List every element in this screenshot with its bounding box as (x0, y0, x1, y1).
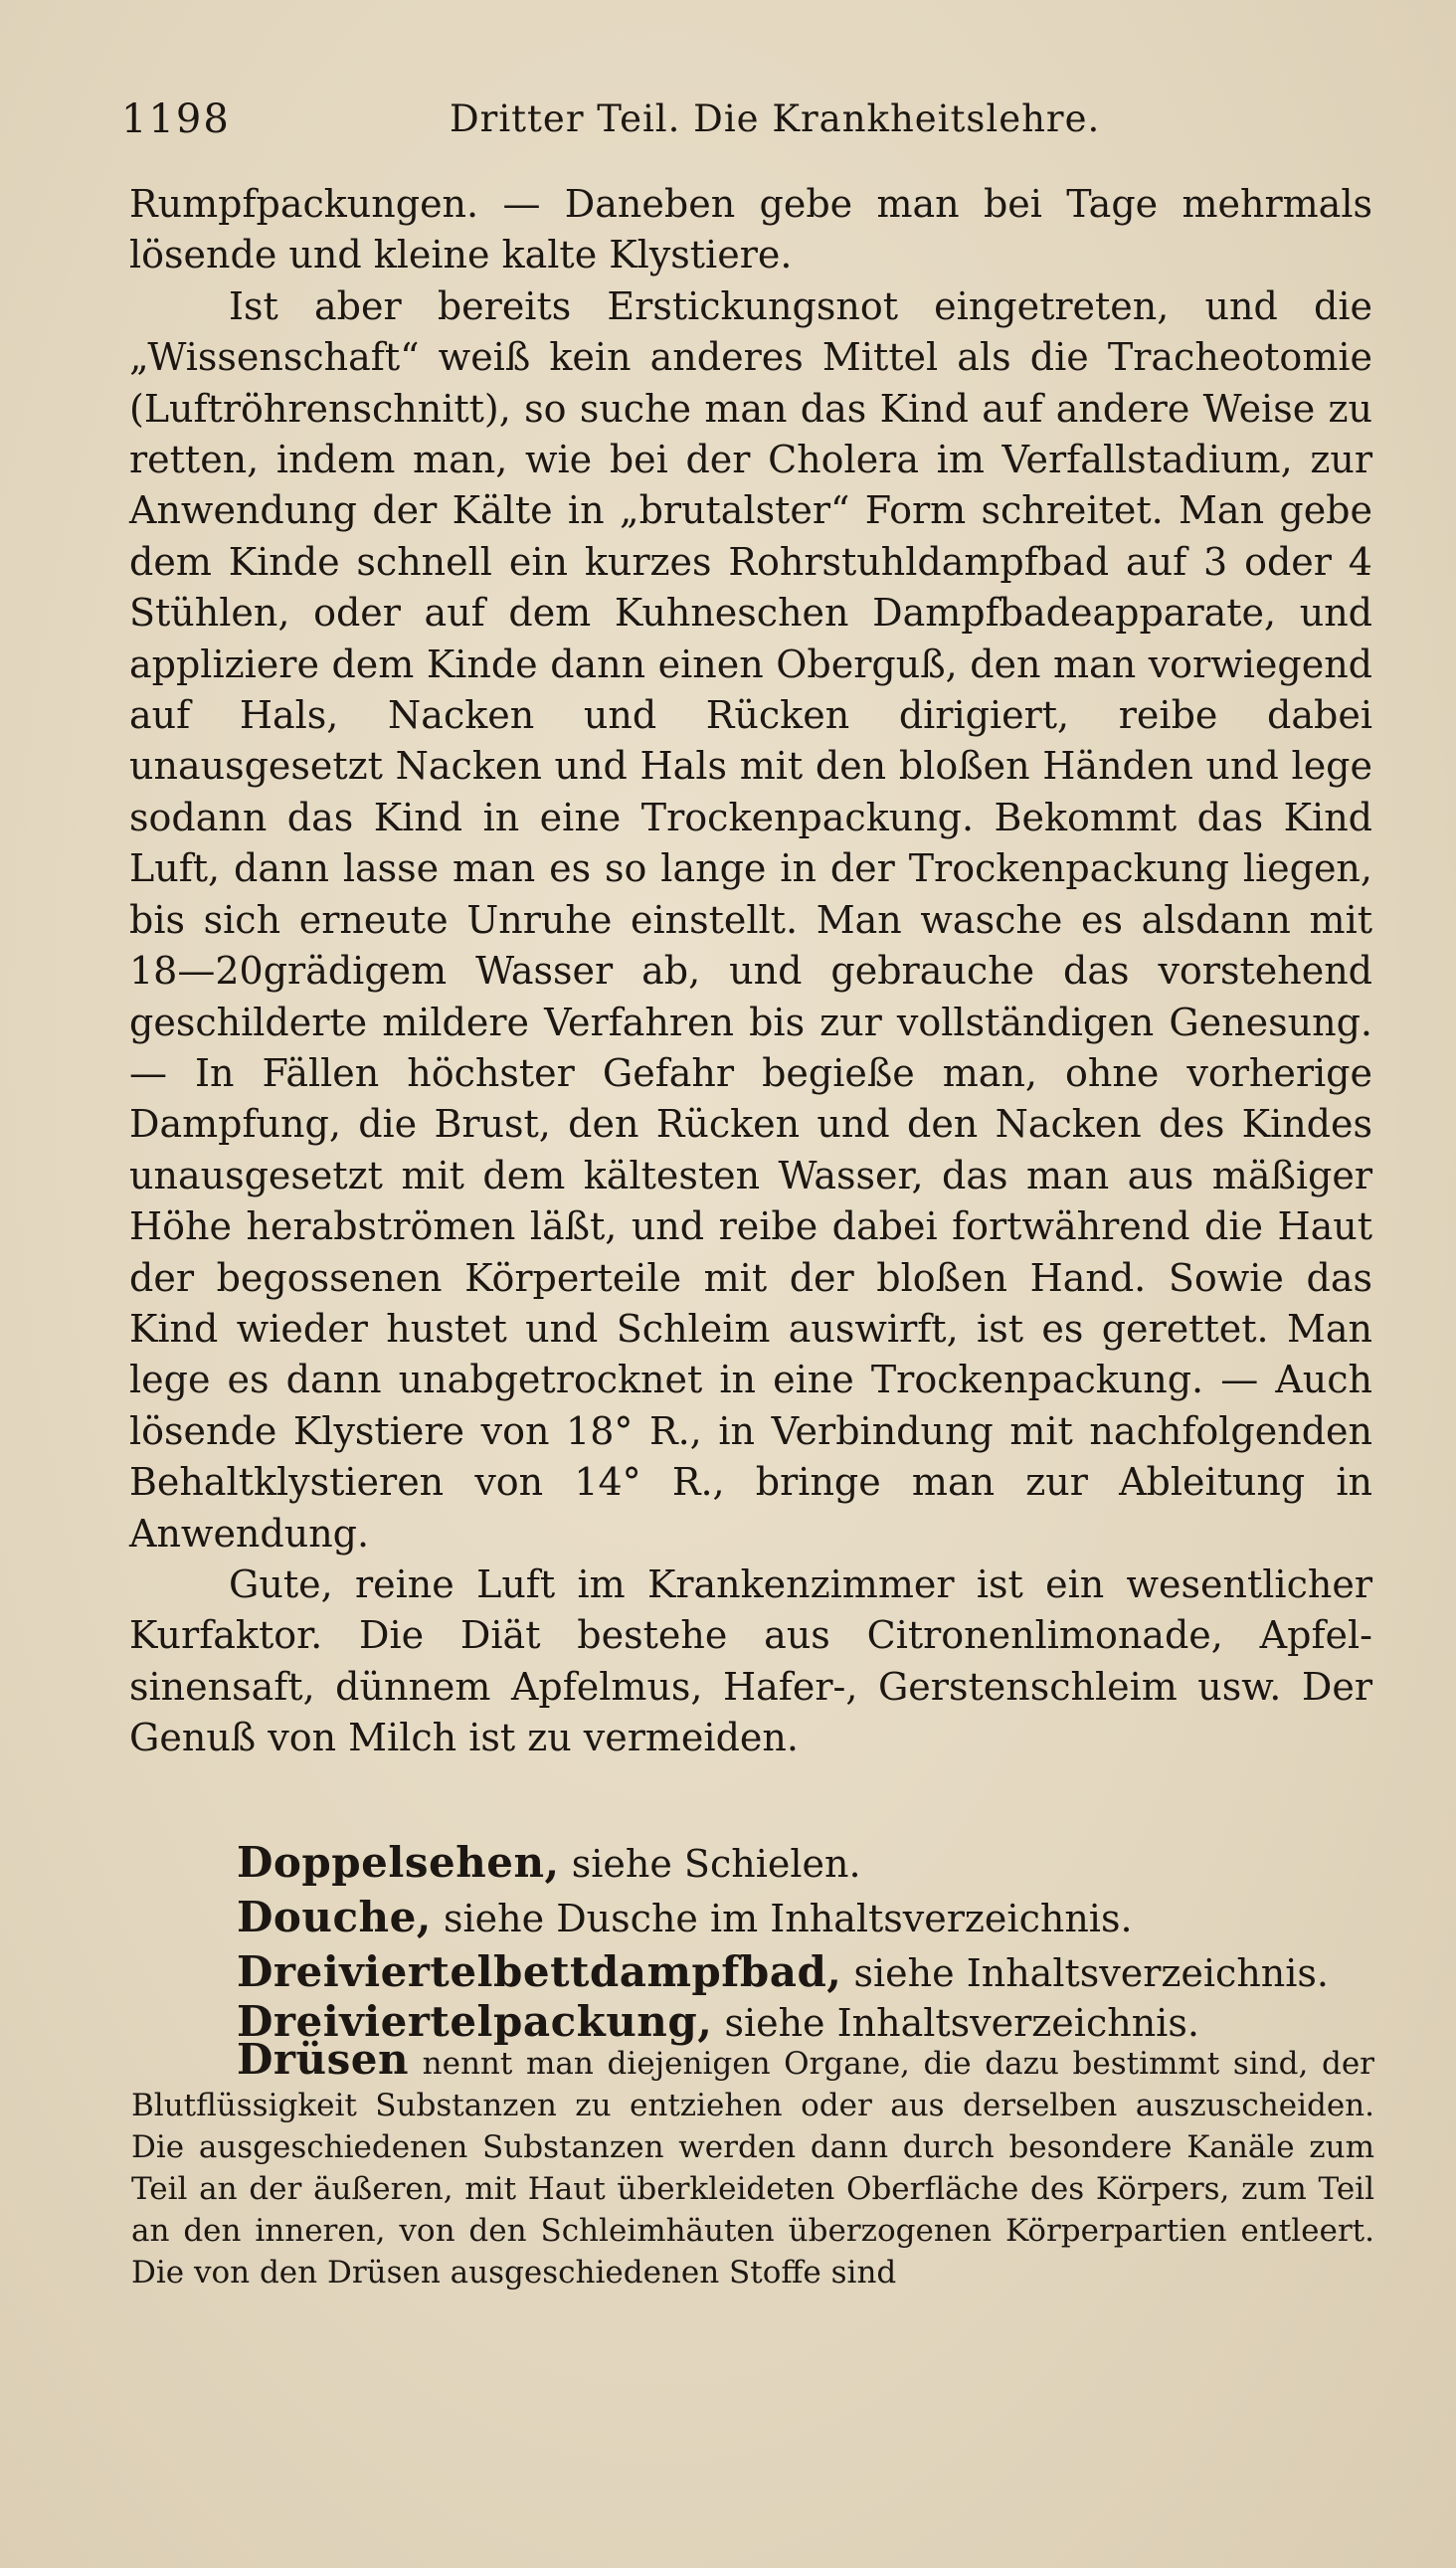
paragraph-continuation: Rumpfpackungen. — Daneben gebe man bei Tage mehrmals lösende und kleine kalte Klystiere. (129, 182, 1372, 277)
entry-druesen (131, 2035, 1375, 2293)
paragraph-kurfaktor: Gute, reine Luft im Krankenzimmer ist ein wesentlicher Kurfaktor. Die Diät bestehe aus Citronenlimonade, Apfelsinensaft, dünnem Apfelmus, Hafer-, Gerstenschleim usw. Der Genuß von Milch ist zu vermeiden. (129, 1561, 1372, 1760)
entry-definition: nennt man diejenigen Organe, die dazu bestimmt sind, der Blutflüssigkeit Substanzen zu entziehen oder aus derselben auszuscheiden. Die ausgeschiedenen Substanzen werden dann durch besondere Kanäle zum Teil an der äußeren, mit Haut überkleideten Oberfläche des Körpers, zum Teil an den inneren, von den Schleimhäuten überzogenen Körperpartien entleert. Die von den Drüsen ausgeschiedenen Stoffe sind (131, 2046, 1375, 2291)
entry-term: Drüsen (237, 2035, 409, 2084)
page-header (121, 90, 1384, 149)
entry-dreiviertelbettdampfbad (237, 1944, 1380, 2001)
body-text (129, 179, 1372, 1764)
entry-douche (237, 1890, 1380, 1946)
entry-reference: siehe Inhaltsverzeichnis. (724, 2001, 1199, 2045)
entry-doppelsehen (237, 1835, 1380, 1892)
paragraph-erstickungsnot: Ist aber bereits Erstickungsnot eingetreten, und die „Wissenschaft“ weiß kein anderes Mittel als die Tracheotomie (Luftröhrenschnitt), so suche man das Kind auf andere Weise zu retten, indem man, wie bei der Cholera im Verfallstadium, zur Anwendung der Kälte in „brutalster“ Form schreitet. Man gebe dem Kinde schnell ein kurzes Rohrstuhldampfbad auf 3 oder 4 Stühlen, oder auf dem Kuhneschen Dampfbadeapparate, und appliziere dem Kinde dann einen Oberguß, den man vorwiegend auf Hals, Nacken und Rücken dirigiert, reibe dabei unausgesetzt Nacken und Hals mit den bloßen Händen und lege sodann das Kind in eine Trockenpackung. Bekommt das Kind Luft, dann lasse man es so lange in der Trockenpackung liegen, bis sich erneute Unruhe einstellt. Man wasche es alsdann mit 18—20grädigem Wasser ab, und gebrauche das vorstehend geschilderte mildere Verfahren bis zur vollständigen Genesung. — In Fällen höchster Gefahr begieße man, ohne vorherige Dampfung, die Brust, den Rücken und den Nacken des Kindes unausgesetzt mit dem kältesten Wasser, das man aus mäßiger Höhe herabströmen läßt, und reibe dabei fortwährend die Haut der begossenen Körperteile mit der bloßen Hand. Sowie das Kind wieder hustet und Schleim auswirft, ist es gerettet. Man lege es dann unabgetrocknet in eine Trockenpackung. — Auch lösende Klystiere von 18° R., in Verbindung mit nachfolgenden Behaltklystieren von 14° R., bringe man zur Ableitung in Anwendung. (129, 283, 1372, 1556)
entry-reference: siehe Inhaltsverzeichnis. (853, 1951, 1329, 1995)
page-number: 1198 (121, 96, 231, 142)
entry-term: Doppelsehen, (237, 1838, 560, 1887)
entry-term: Douche, (237, 1893, 432, 1941)
running-head: Dritter Teil. Die Krankheitslehre. (450, 97, 1101, 140)
entry-term: Dreiviertelpackung, (237, 1997, 713, 2046)
entry-term: Dreiviertelbettdampfbad, (237, 1947, 842, 1996)
entry-reference: siehe Dusche im Inhaltsverzeichnis. (444, 1897, 1133, 1940)
entry-reference: siehe Schielen. (571, 1842, 861, 1886)
